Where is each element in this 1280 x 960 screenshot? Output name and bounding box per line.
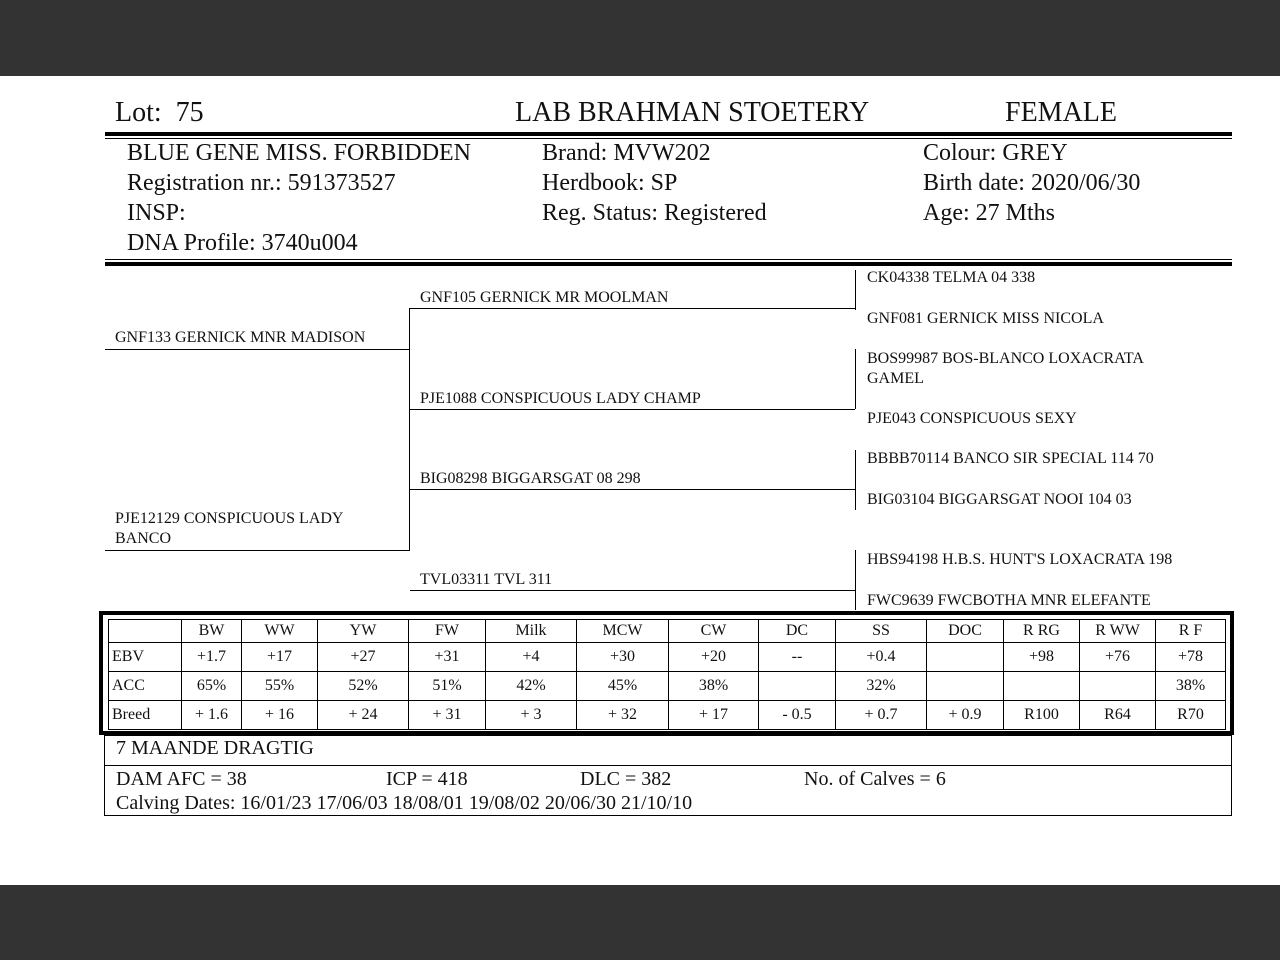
ebv-table-frame: [99, 611, 1234, 735]
ebv-cell: [1080, 672, 1156, 701]
ebv-row-label: EBV: [109, 643, 182, 672]
dna-profile: DNA Profile: 3740u004: [127, 230, 358, 256]
ggp-8: FWC9639 FWCBOTHA MNR ELEFANTE: [867, 592, 1151, 609]
ebv-row: [109, 701, 1226, 730]
ebv-cell: R100: [1004, 701, 1080, 730]
header-rule: [105, 132, 1232, 136]
ebv-cell: [927, 643, 1004, 672]
ebv-cell: 51%: [409, 672, 486, 701]
ebv-cell: +27: [318, 643, 409, 672]
ebv-cell: - 0.5: [759, 701, 836, 730]
ebv-row: [109, 643, 1226, 672]
ebv-cell: + 32: [577, 701, 669, 730]
ebv-column-header: DC: [759, 620, 836, 643]
ebv-cell: [927, 672, 1004, 701]
ebv-cell: +30: [577, 643, 669, 672]
ebv-cell: 52%: [318, 672, 409, 701]
ggp-2: GNF081 GERNICK MISS NICOLA: [867, 310, 1104, 327]
ebv-column-header: SS: [836, 620, 927, 643]
ggp-3-line-1: BOS99987 BOS-BLANCO LOXACRATA: [867, 350, 1144, 367]
ebv-cell: +76: [1080, 643, 1156, 672]
dam-stats-box: [104, 765, 1232, 816]
ebv-cell: +17: [242, 643, 318, 672]
calving-dates: Calving Dates: 16/01/23 17/06/03 18/08/01 19/08/02 20/06/30 21/10/10: [116, 792, 693, 814]
ebv-cell: [759, 672, 836, 701]
sire-dam: PJE1088 CONSPICUOUS LADY CHAMP: [420, 390, 701, 407]
ebv-cell: +20: [669, 643, 759, 672]
dam-calves: No. of Calves = 6: [804, 768, 946, 790]
insp-label: INSP:: [127, 200, 186, 226]
dam-icp: ICP = 418: [386, 768, 468, 790]
ebv-cell: + 24: [318, 701, 409, 730]
ebv-column-header: DOC: [927, 620, 1004, 643]
ebv-cell: 55%: [242, 672, 318, 701]
ebv-cell: +78: [1156, 643, 1226, 672]
lot-sheet: [0, 76, 1280, 885]
ebv-cell: 42%: [486, 672, 577, 701]
ebv-row-label: ACC: [109, 672, 182, 701]
lot-label: Lot: 75: [115, 97, 204, 128]
lot-number: 75: [175, 97, 204, 128]
remark-box: [104, 735, 1232, 766]
ebv-column-header: [109, 620, 182, 643]
reg-status: Reg. Status: Registered: [542, 200, 767, 226]
ebv-cell: + 1.6: [182, 701, 242, 730]
breeder-name: LAB BRAHMAN STOETERY: [515, 97, 870, 128]
pregnancy-remark: 7 MAANDE DRAGTIG: [116, 737, 314, 759]
ebv-column-header: Milk: [486, 620, 577, 643]
ebv-cell: 32%: [836, 672, 927, 701]
dam-line-1: PJE12129 CONSPICUOUS LADY: [115, 510, 344, 527]
dam-dlc: DLC = 382: [580, 768, 672, 790]
ebv-table: [108, 619, 1226, 730]
ebv-cell: + 31: [409, 701, 486, 730]
ebv-column-header: MCW: [577, 620, 669, 643]
dam-line-2: BANCO: [115, 530, 172, 547]
ggp-5: BBBB70114 BANCO SIR SPECIAL 114 70: [867, 450, 1154, 467]
sex-label: FEMALE: [1005, 97, 1117, 128]
sire: GNF133 GERNICK MNR MADISON: [115, 329, 366, 346]
ebv-row-label: Breed: [109, 701, 182, 730]
ebv-column-header: YW: [318, 620, 409, 643]
sire-sire: GNF105 GERNICK MR MOOLMAN: [420, 289, 669, 306]
ebv-column-header: CW: [669, 620, 759, 643]
ebv-column-header: R RG: [1004, 620, 1080, 643]
info-rule: [105, 262, 1232, 266]
ebv-cell: +1.7: [182, 643, 242, 672]
ggp-6: BIG03104 BIGGARSGAT NOOI 104 03: [867, 491, 1132, 508]
ggp-1: CK04338 TELMA 04 338: [867, 269, 1036, 286]
ebv-cell: +0.4: [836, 643, 927, 672]
ebv-cell: + 3: [486, 701, 577, 730]
ebv-cell: R64: [1080, 701, 1156, 730]
ebv-cell: --: [759, 643, 836, 672]
ebv-cell: 65%: [182, 672, 242, 701]
ebv-cell: 38%: [669, 672, 759, 701]
ebv-column-header: FW: [409, 620, 486, 643]
ebv-column-header: R F: [1156, 620, 1226, 643]
ebv-cell: 45%: [577, 672, 669, 701]
ebv-cell: + 0.7: [836, 701, 927, 730]
ebv-cell: + 0.9: [927, 701, 1004, 730]
ebv-cell: +4: [486, 643, 577, 672]
ebv-column-header: WW: [242, 620, 318, 643]
ebv-cell: +98: [1004, 643, 1080, 672]
ebv-cell: [1004, 672, 1080, 701]
ebv-column-header: R WW: [1080, 620, 1156, 643]
registration-number: Registration nr.: 591373527: [127, 170, 396, 196]
birth-date: Birth date: 2020/06/30: [923, 170, 1141, 196]
dam-afc: DAM AFC = 38: [116, 768, 247, 790]
ebv-cell: + 17: [669, 701, 759, 730]
ggp-7: HBS94198 H.B.S. HUNT'S LOXACRATA 198: [867, 551, 1173, 568]
colour: Colour: GREY: [923, 140, 1068, 166]
ebv-row: [109, 672, 1226, 701]
ggp-3-line-2: GAMEL: [867, 370, 924, 387]
ebv-column-header: BW: [182, 620, 242, 643]
ebv-cell: + 16: [242, 701, 318, 730]
dam-dam: TVL03311 TVL 311: [420, 571, 553, 588]
herdbook: Herdbook: SP: [542, 170, 678, 196]
ebv-cell: +31: [409, 643, 486, 672]
ebv-cell: 38%: [1156, 672, 1226, 701]
age: Age: 27 Mths: [923, 200, 1055, 226]
ebv-header-row: [109, 620, 1226, 643]
ebv-cell: R70: [1156, 701, 1226, 730]
ggp-4: PJE043 CONSPICUOUS SEXY: [867, 410, 1077, 427]
brand: Brand: MVW202: [542, 140, 711, 166]
dam-sire: BIG08298 BIGGARSGAT 08 298: [420, 470, 641, 487]
animal-name: BLUE GENE MISS. FORBIDDEN: [127, 140, 472, 166]
